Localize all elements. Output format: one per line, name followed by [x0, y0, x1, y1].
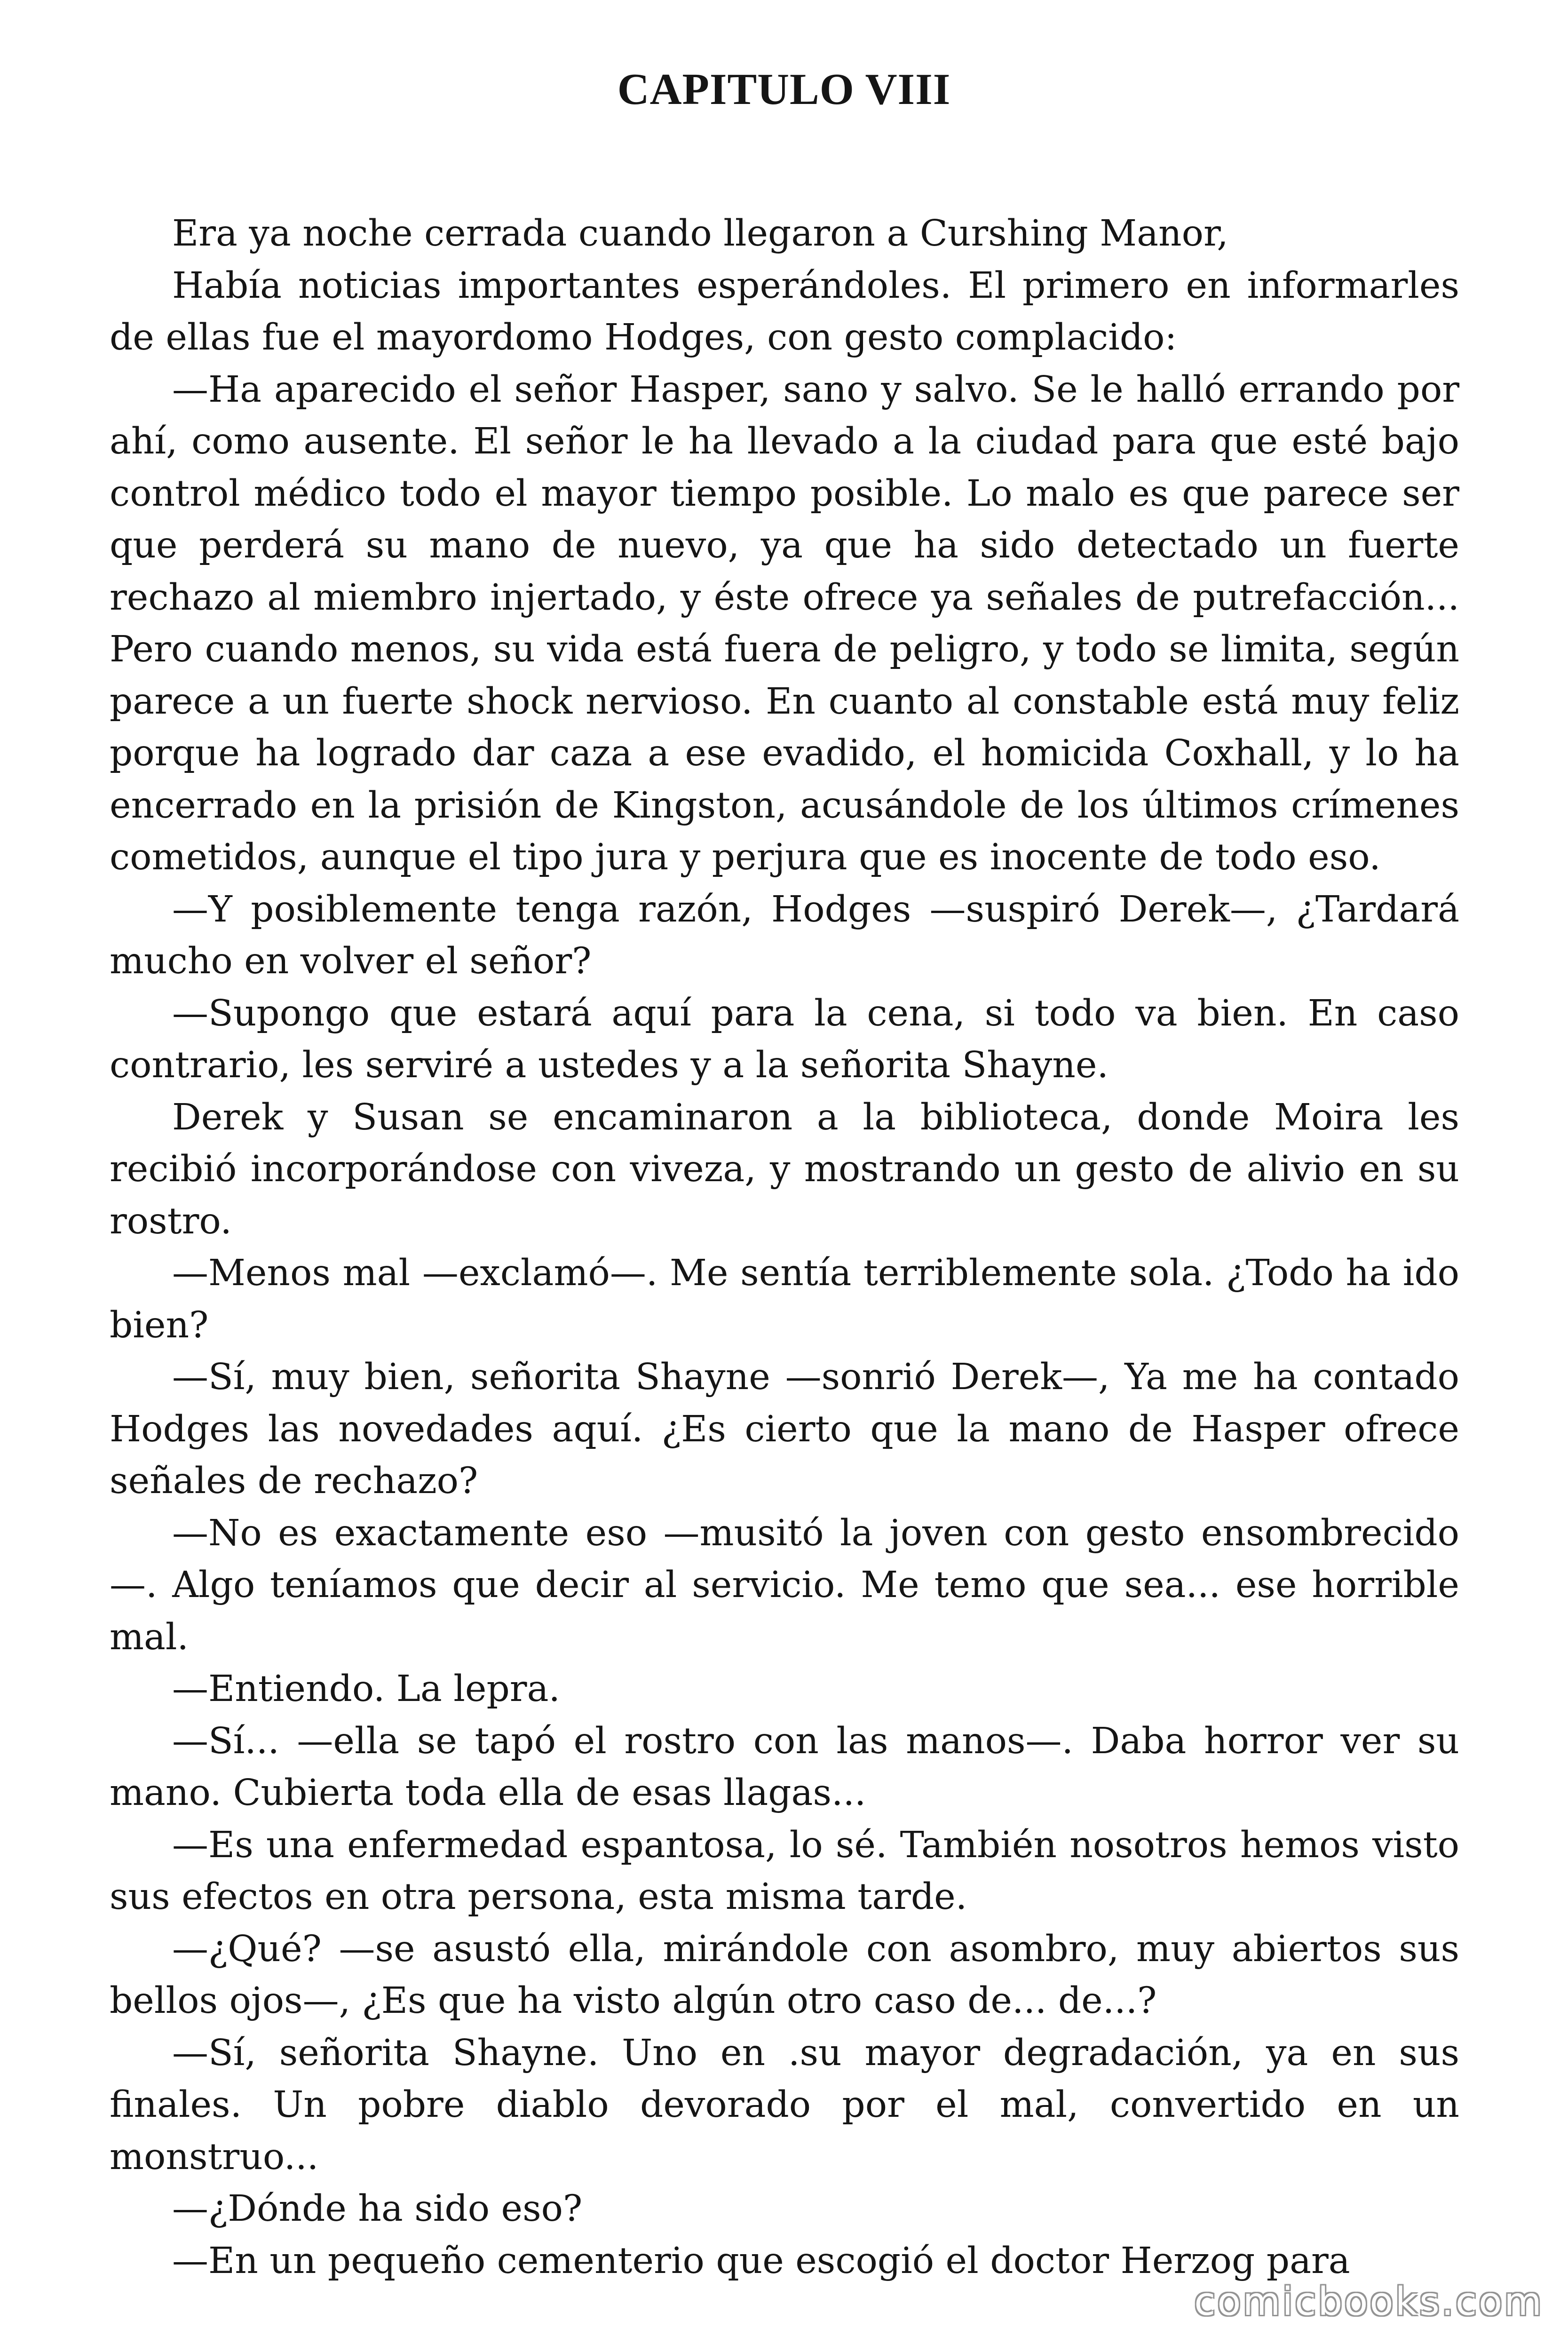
watermark: comicbooks.com — [1194, 2280, 1544, 2324]
paragraph: —Menos mal —exclamó—. Me sentía terriblemente sola. ¿Todo ha ido bien? — [110, 1252, 1459, 1346]
paragraph: Era ya noche cerrada cuando llegaron a Curshing Manor, — [172, 213, 1228, 254]
chapter-title: CAPITULO VIII — [617, 65, 951, 114]
paragraph: —Ha aparecido el señor Hasper, sano y salvo. Se le halló errando por ahí, como ausente. El señor le ha llevado a la ciudad para que esté bajo control médico todo el mayor tiempo posible. Lo malo es que parece ser que perderá su mano de nuevo, ya que ha sido detectado un fuerte rechazo al miembro injertado, y éste ofrece ya señales de putrefacción... Pero cuando menos, su vida está fuera de peligro, y todo se limita, según parece a un fuerte shock nervioso. En cuanto al constable está muy feliz porque ha logrado dar caza a ese evadido, el homicida Coxhall, y lo ha encerrado en la prisión de Kingston, acusándole de los últimos crímenes cometidos, aunque el tipo jura y perjura que es inocente de todo eso. — [110, 368, 1459, 878]
paragraph: Había noticias importantes esperándoles. El primero en informarles de ellas fue el mayordomo Hodges, con gesto complacido: — [110, 264, 1459, 358]
paragraph: —No es exactamente eso —musitó la joven con gesto ensombrecido—. Algo teníamos que decir al servicio. Me temo que sea... ese horrible mal. — [110, 1512, 1459, 1658]
paragraph: Derek y Susan se encaminaron a la biblioteca, donde Moira les recibió incorporándose con viveza, y mostrando un gesto de alivio en su rostro. — [110, 1096, 1459, 1242]
chapter-body — [110, 208, 1459, 2287]
paragraph: —Y posiblemente tenga razón, Hodges —suspiró Derek—, ¿Tardará mucho en volver el señor? — [110, 888, 1459, 982]
paragraph: —Sí, señorita Shayne. Uno en .su mayor degradación, ya en sus finales. Un pobre diablo devorado por el mal, convertido en un monstruo... — [110, 2032, 1459, 2178]
paragraph: —En un pequeño cementerio que escogió el doctor Herzog para — [172, 2240, 1350, 2282]
paragraph: —¿Qué? —se asustó ella, mirándole con asombro, muy abiertos sus bellos ojos—, ¿Es que ha visto algún otro caso de... de...? — [110, 1928, 1459, 2022]
paragraph: —Sí... —ella se tapó el rostro con las manos—. Daba horror ver su mano. Cubierta toda ella de esas llagas... — [110, 1720, 1459, 1814]
paragraph: —Es una enfermedad espantosa, lo sé. También nosotros hemos visto sus efectos en otra persona, esta misma tarde. — [110, 1824, 1459, 1918]
paragraph: —Entiendo. La lepra. — [172, 1668, 560, 1710]
paragraph: —Supongo que estará aquí para la cena, si todo va bien. En caso contrario, les serviré a ustedes y a la señorita Shayne. — [110, 992, 1459, 1086]
paragraph: —Sí, muy bien, señorita Shayne —sonrió Derek—, Ya me ha contado Hodges las novedades aquí. ¿Es cierto que la mano de Hasper ofrece señales de rechazo? — [110, 1356, 1459, 1502]
paragraph: —¿Dónde ha sido eso? — [172, 2188, 583, 2230]
